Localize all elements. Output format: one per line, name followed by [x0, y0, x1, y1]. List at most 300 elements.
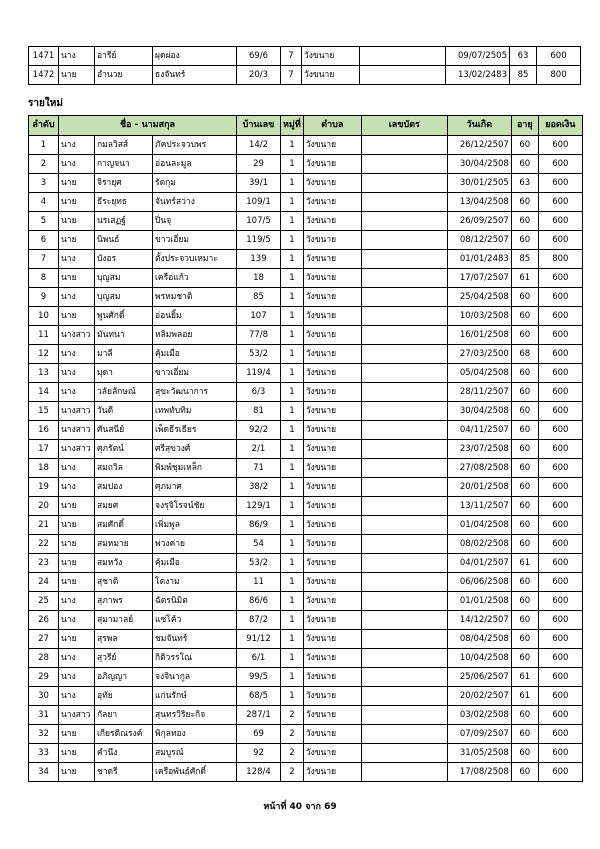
cell-moo: 1 — [281, 212, 304, 231]
table-row — [29, 47, 581, 66]
cell-subdistrict: วังขนาย — [303, 725, 361, 744]
table-row — [29, 345, 583, 364]
cell-moo: 1 — [281, 497, 304, 516]
cell-subdistrict: วังขนาย — [303, 649, 361, 668]
cell-id-number — [361, 193, 447, 212]
cell-first-name: สุวรีย์ — [95, 649, 153, 668]
cell-amount: 600 — [538, 155, 582, 174]
cell-no: 25 — [29, 592, 59, 611]
cell-subdistrict: วังขนาย — [303, 706, 361, 725]
cell-birth-date: 04/01/2507 — [447, 554, 511, 573]
cell-moo: 1 — [281, 440, 304, 459]
cell-age: 60 — [511, 459, 538, 478]
cell-amount: 600 — [538, 383, 582, 402]
cell-id-number — [360, 47, 446, 66]
cell-birth-date: 09/07/2505 — [446, 47, 510, 66]
cell-prefix: นาย — [59, 725, 95, 744]
cell-first-name: ศันสนีย์ — [95, 421, 153, 440]
header-dob: วันเกิด — [447, 116, 511, 136]
cell-moo: 1 — [281, 554, 304, 573]
cell-last-name: แก่นรักษ์ — [153, 687, 237, 706]
cell-first-name: สุภาพร — [95, 592, 153, 611]
cell-subdistrict: วังขนาย — [303, 668, 361, 687]
cell-moo: 2 — [281, 744, 304, 763]
cell-last-name: ขาวเอี่ยม — [153, 364, 237, 383]
cell-no: 7 — [29, 250, 59, 269]
cell-moo: 1 — [281, 592, 304, 611]
cell-moo: 1 — [281, 364, 304, 383]
cell-no: 14 — [29, 383, 59, 402]
table-row — [29, 535, 583, 554]
cell-last-name: ปิ่นจุ — [153, 212, 237, 231]
cell-no: 19 — [29, 478, 59, 497]
cell-first-name: อุทัย — [95, 687, 153, 706]
cell-house-number: 92/2 — [237, 421, 281, 440]
cell-amount: 600 — [538, 725, 582, 744]
cell-moo: 1 — [281, 307, 304, 326]
cell-prefix: นาง — [59, 47, 95, 66]
cell-subdistrict: วังขนาย — [303, 611, 361, 630]
cell-id-number — [361, 326, 447, 345]
cell-age: 60 — [511, 440, 538, 459]
cell-no: 24 — [29, 573, 59, 592]
cell-amount: 600 — [538, 592, 582, 611]
cell-last-name: เครือแก้ว — [153, 269, 237, 288]
cell-house-number: 109/1 — [237, 193, 281, 212]
cell-last-name: จันทร์สว่าง — [153, 193, 237, 212]
cell-last-name: เพ็ดธีรเธียร — [153, 421, 237, 440]
cell-birth-date: 04/11/2507 — [447, 421, 511, 440]
cell-amount: 600 — [538, 478, 582, 497]
cell-age: 60 — [511, 573, 538, 592]
cell-last-name: ชมจันทร์ — [153, 630, 237, 649]
table-row — [29, 573, 583, 592]
cell-no: 5 — [29, 212, 59, 231]
cell-first-name: สมศักดิ์ — [95, 516, 153, 535]
cell-age: 60 — [511, 155, 538, 174]
cell-prefix: นาง — [59, 668, 95, 687]
cell-id-number — [361, 516, 447, 535]
cell-no: 8 — [29, 269, 59, 288]
cell-id-number — [361, 573, 447, 592]
table-row — [29, 516, 583, 535]
cell-first-name: มาลี — [95, 345, 153, 364]
cell-first-name: วันดี — [95, 402, 153, 421]
cell-first-name: นิพนธ์ — [95, 231, 153, 250]
cell-prefix: นาย — [59, 535, 95, 554]
cell-subdistrict: วังขนาย — [303, 193, 361, 212]
cell-no: 16 — [29, 421, 59, 440]
cell-first-name: จิรายุศ — [95, 174, 153, 193]
cell-subdistrict: วังขนาย — [303, 136, 361, 155]
cell-last-name: โตงาม — [153, 573, 237, 592]
cell-amount: 600 — [538, 136, 582, 155]
cell-age: 60 — [511, 630, 538, 649]
table-row — [29, 706, 583, 725]
cell-moo: 2 — [281, 725, 304, 744]
cell-amount: 800 — [538, 250, 582, 269]
cell-moo: 1 — [281, 402, 304, 421]
cell-no: 29 — [29, 668, 59, 687]
cell-amount: 600 — [538, 402, 582, 421]
cell-no: 6 — [29, 231, 59, 250]
cell-subdistrict: วังขนาย — [303, 630, 361, 649]
cell-birth-date: 13/04/2508 — [447, 193, 511, 212]
cell-subdistrict: วังขนาย — [303, 307, 361, 326]
cell-last-name: ศุภมาศ — [153, 478, 237, 497]
cell-last-name: อ่อนยิ้ม — [153, 307, 237, 326]
table-row — [29, 687, 583, 706]
cell-house-number: 54 — [237, 535, 281, 554]
cell-amount: 600 — [538, 573, 582, 592]
cell-birth-date: 16/01/2508 — [447, 326, 511, 345]
cell-id-number — [361, 345, 447, 364]
cell-id-number — [361, 364, 447, 383]
cell-birth-date: 01/01/2483 — [447, 250, 511, 269]
cell-no: 11 — [29, 326, 59, 345]
cell-amount: 600 — [538, 516, 582, 535]
cell-last-name: ผุดผ่อง — [153, 47, 237, 66]
table-row — [29, 592, 583, 611]
cell-birth-date: 14/12/2507 — [447, 611, 511, 630]
cell-birth-date: 07/09/2507 — [447, 725, 511, 744]
cell-age: 60 — [511, 402, 538, 421]
cell-amount: 600 — [538, 174, 582, 193]
cell-moo: 1 — [281, 288, 304, 307]
cell-last-name: แซ่โค้ว — [153, 611, 237, 630]
cell-id-number — [361, 706, 447, 725]
cell-last-name: พ่วงค่าย — [153, 535, 237, 554]
cell-prefix: นาง — [59, 383, 95, 402]
cell-moo: 2 — [281, 706, 304, 725]
table-row — [29, 725, 583, 744]
cell-prefix: นาย — [59, 554, 95, 573]
cell-subdistrict: วังขนาย — [303, 250, 361, 269]
cell-moo: 1 — [281, 630, 304, 649]
table-row — [29, 402, 583, 421]
cell-last-name: เทพทับทิม — [153, 402, 237, 421]
cell-subdistrict: วังขนาย — [303, 497, 361, 516]
cell-id-number — [361, 592, 447, 611]
table-row — [29, 611, 583, 630]
cell-prefix: นางสาว — [59, 326, 95, 345]
table-row — [29, 364, 583, 383]
cell-prefix: นาย — [59, 269, 95, 288]
cell-house-number: 86/6 — [237, 592, 281, 611]
cell-moo: 1 — [281, 269, 304, 288]
cell-subdistrict: วังขนาย — [303, 535, 361, 554]
cell-age: 60 — [511, 611, 538, 630]
cell-age: 60 — [511, 421, 538, 440]
cell-subdistrict: วังขนาย — [303, 269, 361, 288]
cell-house-number: 91/12 — [237, 630, 281, 649]
cell-amount: 600 — [538, 326, 582, 345]
cell-prefix: นางสาว — [59, 421, 95, 440]
cell-house-number: 87/2 — [237, 611, 281, 630]
cell-moo: 1 — [281, 193, 304, 212]
table-header-row — [29, 116, 583, 136]
cell-id-number — [361, 231, 447, 250]
cell-prefix: นาย — [59, 744, 95, 763]
cell-birth-date: 03/02/2508 — [447, 706, 511, 725]
cell-last-name: เพิ่มพูล — [153, 516, 237, 535]
cell-moo: 1 — [281, 136, 304, 155]
cell-amount: 600 — [538, 364, 582, 383]
cell-moo: 1 — [281, 155, 304, 174]
cell-amount: 600 — [538, 421, 582, 440]
cell-birth-date: 28/11/2507 — [447, 383, 511, 402]
cell-prefix: นาง — [59, 155, 95, 174]
cell-last-name: หลิมพลอย — [153, 326, 237, 345]
cell-age: 63 — [510, 47, 537, 66]
cell-birth-date: 27/03/2500 — [447, 345, 511, 364]
cell-amount: 600 — [538, 554, 582, 573]
cell-amount: 600 — [538, 630, 582, 649]
header-subdistrict: ตำบล — [303, 116, 361, 136]
cell-id-number — [361, 212, 447, 231]
cell-amount: 600 — [538, 212, 582, 231]
cell-last-name: จงจินากูล — [153, 668, 237, 687]
table-row — [29, 231, 583, 250]
cell-house-number: 6/1 — [237, 649, 281, 668]
cell-age: 60 — [511, 364, 538, 383]
cell-last-name: ตั้งประจวบเหมาะ — [153, 250, 237, 269]
cell-id-number — [361, 421, 447, 440]
cell-id-number — [361, 725, 447, 744]
cell-house-number: 107/5 — [237, 212, 281, 231]
table-row — [29, 174, 583, 193]
cell-moo: 1 — [281, 421, 304, 440]
cell-age: 60 — [511, 725, 538, 744]
cell-age: 85 — [510, 66, 537, 85]
cell-amount: 600 — [538, 307, 582, 326]
cell-moo: 1 — [281, 687, 304, 706]
cell-prefix: นาง — [59, 345, 95, 364]
table-row — [29, 744, 583, 763]
header-no: ลำดับ — [29, 116, 59, 136]
cell-age: 60 — [511, 212, 538, 231]
cell-subdistrict: วังขนาย — [303, 516, 361, 535]
cell-house-number: 14/2 — [237, 136, 281, 155]
cell-house-number: 2/1 — [237, 440, 281, 459]
cell-birth-date: 17/08/2508 — [447, 763, 511, 782]
table-row — [29, 66, 581, 85]
cell-moo: 1 — [281, 326, 304, 345]
cell-first-name: คำนึง — [95, 744, 153, 763]
cell-age: 60 — [511, 288, 538, 307]
cell-age: 60 — [511, 478, 538, 497]
cell-id-number — [360, 66, 446, 85]
cell-no: 28 — [29, 649, 59, 668]
cell-prefix: นาง — [59, 478, 95, 497]
cell-age: 60 — [511, 649, 538, 668]
cell-age: 60 — [511, 193, 538, 212]
cell-birth-date: 30/04/2508 — [447, 402, 511, 421]
cell-no: 1471 — [29, 47, 59, 66]
cell-house-number: 69 — [237, 725, 281, 744]
cell-subdistrict: วังขนาย — [303, 288, 361, 307]
cell-first-name: บุญสม — [95, 269, 153, 288]
cell-id-number — [361, 649, 447, 668]
cell-birth-date: 01/01/2508 — [447, 592, 511, 611]
table-row — [29, 497, 583, 516]
cell-house-number: 6/3 — [237, 383, 281, 402]
cell-birth-date: 20/02/2507 — [447, 687, 511, 706]
cell-no: 1 — [29, 136, 59, 155]
cell-last-name: สุขะวัฒนาการ — [153, 383, 237, 402]
cell-first-name: ศุภรัตน์ — [95, 440, 153, 459]
cell-no: 31 — [29, 706, 59, 725]
cell-prefix: นาย — [59, 307, 95, 326]
cell-birth-date: 31/05/2508 — [447, 744, 511, 763]
cell-subdistrict: วังขนาย — [303, 326, 361, 345]
cell-id-number — [361, 269, 447, 288]
cell-amount: 600 — [538, 231, 582, 250]
cell-birth-date: 08/12/2507 — [447, 231, 511, 250]
cell-no: 2 — [29, 155, 59, 174]
cell-amount: 600 — [538, 269, 582, 288]
cell-birth-date: 06/06/2508 — [447, 573, 511, 592]
cell-moo: 1 — [281, 535, 304, 554]
cell-amount: 600 — [538, 687, 582, 706]
cell-age: 61 — [511, 554, 538, 573]
cell-no: 1472 — [29, 66, 59, 85]
cell-prefix: นาง — [59, 364, 95, 383]
cell-prefix: นาย — [59, 573, 95, 592]
cell-last-name: อ่อนละมูล — [153, 155, 237, 174]
cell-subdistrict: วังขนาย — [303, 763, 361, 782]
cell-subdistrict: วังขนาย — [303, 364, 361, 383]
cell-birth-date: 08/02/2508 — [447, 535, 511, 554]
cell-id-number — [361, 668, 447, 687]
cell-prefix: นาง — [59, 288, 95, 307]
cell-id-number — [361, 383, 447, 402]
cell-subdistrict: วังขนาย — [303, 231, 361, 250]
cell-no: 4 — [29, 193, 59, 212]
cell-house-number: 128/4 — [237, 763, 281, 782]
cell-birth-date: 25/04/2508 — [447, 288, 511, 307]
cell-birth-date: 13/02/2483 — [446, 66, 510, 85]
cell-moo: 1 — [281, 174, 304, 193]
cell-amount: 600 — [538, 193, 582, 212]
cell-birth-date: 20/01/2508 — [447, 478, 511, 497]
cell-prefix: นาง — [59, 649, 95, 668]
cell-id-number — [361, 174, 447, 193]
table-row — [29, 459, 583, 478]
cell-no: 21 — [29, 516, 59, 535]
cell-prefix: นาย — [59, 231, 95, 250]
cell-last-name: ขาวเอี่ยม — [153, 231, 237, 250]
cell-amount: 600 — [538, 440, 582, 459]
cell-no: 10 — [29, 307, 59, 326]
cell-house-number: 18 — [237, 269, 281, 288]
cell-amount: 600 — [538, 744, 582, 763]
cell-moo: 1 — [281, 478, 304, 497]
cell-id-number — [361, 288, 447, 307]
cell-amount: 600 — [538, 706, 582, 725]
cell-moo: 1 — [281, 345, 304, 364]
new-records-table — [28, 115, 583, 782]
cell-no: 9 — [29, 288, 59, 307]
table-row — [29, 250, 583, 269]
cell-amount: 600 — [538, 763, 582, 782]
table-row — [29, 383, 583, 402]
cell-subdistrict: วังขนาย — [302, 66, 360, 85]
cell-no: 23 — [29, 554, 59, 573]
cell-amount: 600 — [538, 649, 582, 668]
cell-moo: 1 — [281, 383, 304, 402]
cell-no: 18 — [29, 459, 59, 478]
cell-birth-date: 13/11/2507 — [447, 497, 511, 516]
cell-no: 12 — [29, 345, 59, 364]
cell-id-number — [361, 535, 447, 554]
table-row — [29, 307, 583, 326]
header-house: บ้านเลข — [237, 116, 281, 136]
cell-house-number: 107 — [237, 307, 281, 326]
cell-amount: 600 — [538, 535, 582, 554]
cell-first-name: สมปอง — [95, 478, 153, 497]
cell-id-number — [361, 440, 447, 459]
cell-moo: 1 — [281, 250, 304, 269]
cell-moo: 1 — [281, 573, 304, 592]
cell-house-number: 53/2 — [237, 345, 281, 364]
cell-prefix: นาง — [59, 611, 95, 630]
header-age: อายุ — [511, 116, 538, 136]
cell-moo: 1 — [281, 459, 304, 478]
cell-age: 60 — [511, 497, 538, 516]
cell-first-name: เกียรติณรงค์ — [95, 725, 153, 744]
page-number-footer: หน้าที่ 40 จาก 69 — [263, 802, 337, 812]
cell-first-name: ธีระยุทธ — [95, 193, 153, 212]
cell-age: 68 — [511, 345, 538, 364]
cell-moo: 1 — [281, 611, 304, 630]
cell-birth-date: 10/03/2508 — [447, 307, 511, 326]
cell-age: 61 — [511, 269, 538, 288]
cell-first-name: กมลวิสส์ — [95, 136, 153, 155]
cell-house-number: 287/1 — [237, 706, 281, 725]
cell-amount: 600 — [538, 497, 582, 516]
cell-house-number: 20/3 — [237, 66, 281, 85]
cell-moo: 2 — [281, 763, 304, 782]
cell-first-name: อำนวย — [95, 66, 153, 85]
cell-first-name: มันทนา — [95, 326, 153, 345]
header-moo: หมู่ที่ — [281, 116, 304, 136]
cell-first-name: นรเสฏฐ์ — [95, 212, 153, 231]
cell-house-number: 86/9 — [237, 516, 281, 535]
previous-records-table — [28, 46, 581, 85]
cell-subdistrict: วังขนาย — [303, 383, 361, 402]
cell-first-name: บุญสม — [95, 288, 153, 307]
table-row — [29, 649, 583, 668]
cell-birth-date: 25/06/2507 — [447, 668, 511, 687]
cell-prefix: นางสาว — [59, 706, 95, 725]
cell-amount: 600 — [538, 345, 582, 364]
cell-first-name: อภิญญา — [95, 668, 153, 687]
cell-age: 60 — [511, 136, 538, 155]
cell-age: 60 — [511, 763, 538, 782]
cell-house-number: 92 — [237, 744, 281, 763]
cell-house-number: 53/2 — [237, 554, 281, 573]
table-row — [29, 269, 583, 288]
cell-house-number: 99/5 — [237, 668, 281, 687]
cell-prefix: นาง — [59, 250, 95, 269]
table-row — [29, 136, 583, 155]
cell-subdistrict: วังขนาย — [303, 345, 361, 364]
cell-house-number: 119/4 — [237, 364, 281, 383]
cell-first-name: กาญจนา — [95, 155, 153, 174]
cell-id-number — [361, 611, 447, 630]
cell-id-number — [361, 497, 447, 516]
